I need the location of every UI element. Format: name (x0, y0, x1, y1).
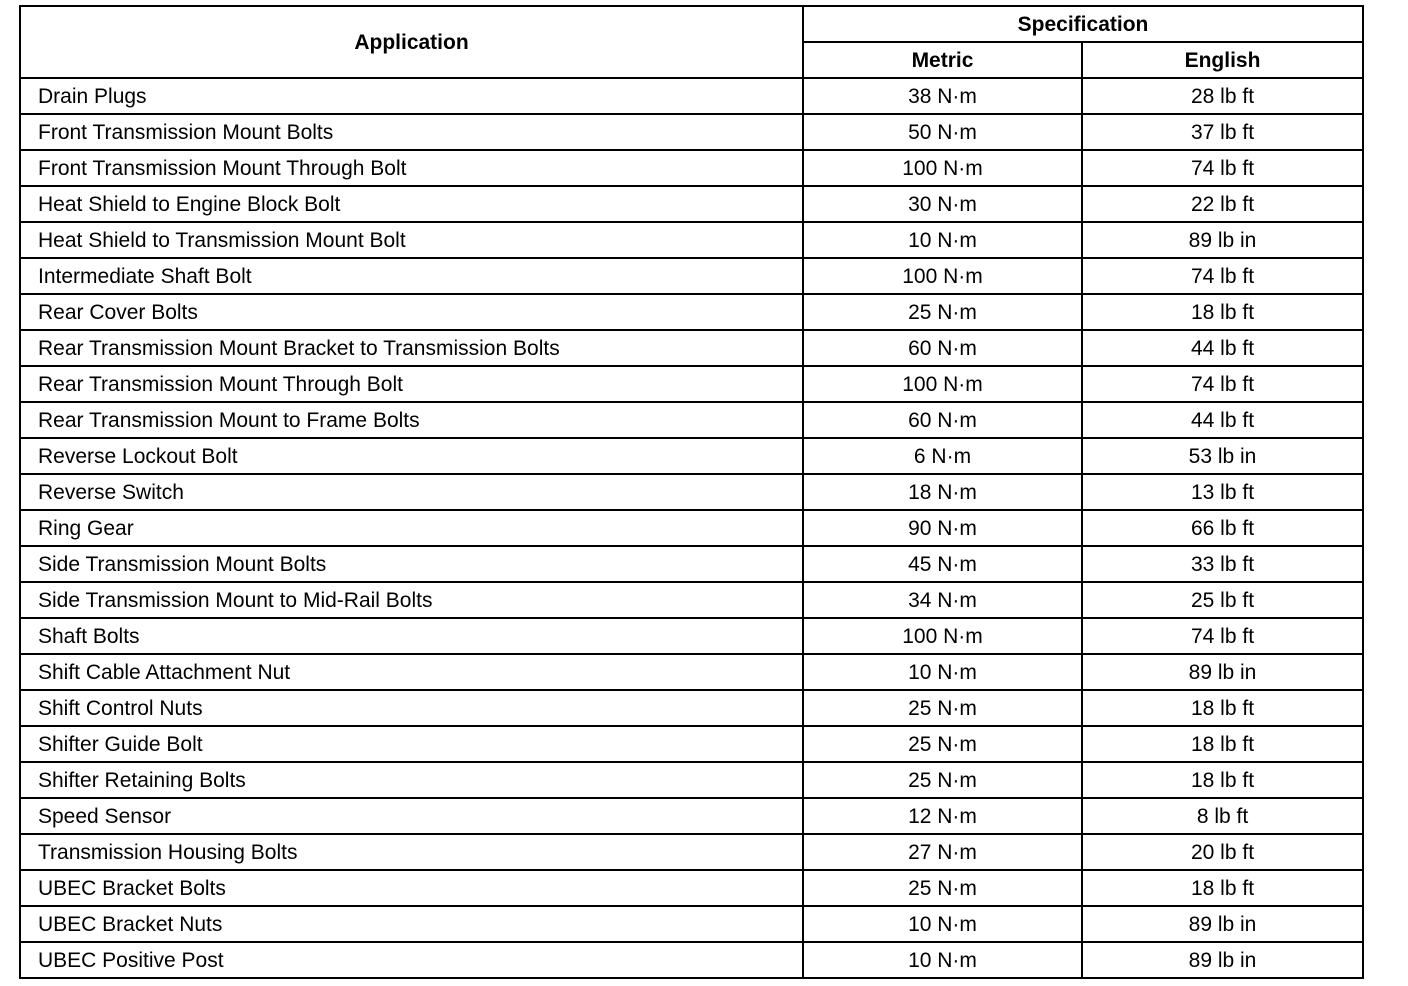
table-row (20, 870, 1363, 906)
english-cell: 18 lb ft (1082, 762, 1363, 798)
english-cell: 66 lb ft (1082, 510, 1363, 546)
metric-cell: 10 N·m (803, 906, 1082, 942)
application-cell: UBEC Bracket Nuts (20, 906, 803, 942)
english-cell: 37 lb ft (1082, 114, 1363, 150)
metric-cell: 34 N·m (803, 582, 1082, 618)
table-row (20, 690, 1363, 726)
english-cell: 33 lb ft (1082, 546, 1363, 582)
metric-cell: 25 N·m (803, 294, 1082, 330)
table-row (20, 834, 1363, 870)
metric-cell: 10 N·m (803, 654, 1082, 690)
english-cell: 89 lb in (1082, 654, 1363, 690)
metric-cell: 25 N·m (803, 870, 1082, 906)
english-cell: 89 lb in (1082, 222, 1363, 258)
application-cell: Transmission Housing Bolts (20, 834, 803, 870)
application-cell: Heat Shield to Transmission Mount Bolt (20, 222, 803, 258)
metric-cell: 100 N·m (803, 618, 1082, 654)
header-english: English (1082, 42, 1363, 78)
application-cell: Reverse Lockout Bolt (20, 438, 803, 474)
english-cell: 13 lb ft (1082, 474, 1363, 510)
metric-cell: 25 N·m (803, 762, 1082, 798)
metric-cell: 10 N·m (803, 222, 1082, 258)
table-row (20, 258, 1363, 294)
table-row (20, 582, 1363, 618)
metric-cell: 12 N·m (803, 798, 1082, 834)
application-cell: UBEC Bracket Bolts (20, 870, 803, 906)
table-row (20, 186, 1363, 222)
application-cell: Shift Control Nuts (20, 690, 803, 726)
english-cell: 8 lb ft (1082, 798, 1363, 834)
header-application: Application (20, 6, 803, 78)
english-cell: 74 lb ft (1082, 366, 1363, 402)
application-cell: UBEC Positive Post (20, 942, 803, 978)
table-row (20, 150, 1363, 186)
table-row (20, 798, 1363, 834)
application-cell: Rear Cover Bolts (20, 294, 803, 330)
english-cell: 20 lb ft (1082, 834, 1363, 870)
metric-cell: 60 N·m (803, 402, 1082, 438)
application-cell: Rear Transmission Mount Bracket to Transmission Bolts (20, 330, 803, 366)
metric-cell: 90 N·m (803, 510, 1082, 546)
english-cell: 44 lb ft (1082, 330, 1363, 366)
table-body (20, 78, 1363, 978)
application-cell: Front Transmission Mount Bolts (20, 114, 803, 150)
table-row (20, 330, 1363, 366)
metric-cell: 10 N·m (803, 942, 1082, 978)
application-cell: Shift Cable Attachment Nut (20, 654, 803, 690)
metric-cell: 27 N·m (803, 834, 1082, 870)
application-cell: Speed Sensor (20, 798, 803, 834)
application-cell: Heat Shield to Engine Block Bolt (20, 186, 803, 222)
english-cell: 74 lb ft (1082, 150, 1363, 186)
english-cell: 74 lb ft (1082, 258, 1363, 294)
english-cell: 25 lb ft (1082, 582, 1363, 618)
application-cell: Drain Plugs (20, 78, 803, 114)
metric-cell: 25 N·m (803, 726, 1082, 762)
header-row-top (20, 6, 1363, 42)
application-cell: Intermediate Shaft Bolt (20, 258, 803, 294)
application-cell: Side Transmission Mount Bolts (20, 546, 803, 582)
table-row (20, 222, 1363, 258)
table-row (20, 942, 1363, 978)
table-row (20, 906, 1363, 942)
table-row (20, 78, 1363, 114)
metric-cell: 38 N·m (803, 78, 1082, 114)
table-row (20, 294, 1363, 330)
table-row (20, 762, 1363, 798)
table-header (20, 6, 1363, 78)
application-cell: Shifter Guide Bolt (20, 726, 803, 762)
torque-specification-table (19, 5, 1364, 979)
application-cell: Front Transmission Mount Through Bolt (20, 150, 803, 186)
metric-cell: 60 N·m (803, 330, 1082, 366)
table-row (20, 114, 1363, 150)
table-row (20, 402, 1363, 438)
table-row (20, 510, 1363, 546)
english-cell: 18 lb ft (1082, 726, 1363, 762)
english-cell: 44 lb ft (1082, 402, 1363, 438)
metric-cell: 45 N·m (803, 546, 1082, 582)
english-cell: 89 lb in (1082, 906, 1363, 942)
table-row (20, 654, 1363, 690)
metric-cell: 18 N·m (803, 474, 1082, 510)
application-cell: Shifter Retaining Bolts (20, 762, 803, 798)
metric-cell: 100 N·m (803, 258, 1082, 294)
english-cell: 53 lb in (1082, 438, 1363, 474)
table-row (20, 618, 1363, 654)
english-cell: 18 lb ft (1082, 690, 1363, 726)
table-row (20, 474, 1363, 510)
english-cell: 28 lb ft (1082, 78, 1363, 114)
metric-cell: 25 N·m (803, 690, 1082, 726)
metric-cell: 100 N·m (803, 150, 1082, 186)
header-metric: Metric (803, 42, 1082, 78)
english-cell: 74 lb ft (1082, 618, 1363, 654)
metric-cell: 50 N·m (803, 114, 1082, 150)
application-cell: Side Transmission Mount to Mid-Rail Bolts (20, 582, 803, 618)
table-row (20, 726, 1363, 762)
english-cell: 18 lb ft (1082, 870, 1363, 906)
application-cell: Shaft Bolts (20, 618, 803, 654)
header-specification: Specification (803, 6, 1363, 42)
application-cell: Rear Transmission Mount Through Bolt (20, 366, 803, 402)
english-cell: 18 lb ft (1082, 294, 1363, 330)
table-row (20, 546, 1363, 582)
application-cell: Reverse Switch (20, 474, 803, 510)
metric-cell: 6 N·m (803, 438, 1082, 474)
application-cell: Ring Gear (20, 510, 803, 546)
english-cell: 89 lb in (1082, 942, 1363, 978)
english-cell: 22 lb ft (1082, 186, 1363, 222)
table-row (20, 438, 1363, 474)
application-cell: Rear Transmission Mount to Frame Bolts (20, 402, 803, 438)
table-row (20, 366, 1363, 402)
metric-cell: 100 N·m (803, 366, 1082, 402)
metric-cell: 30 N·m (803, 186, 1082, 222)
